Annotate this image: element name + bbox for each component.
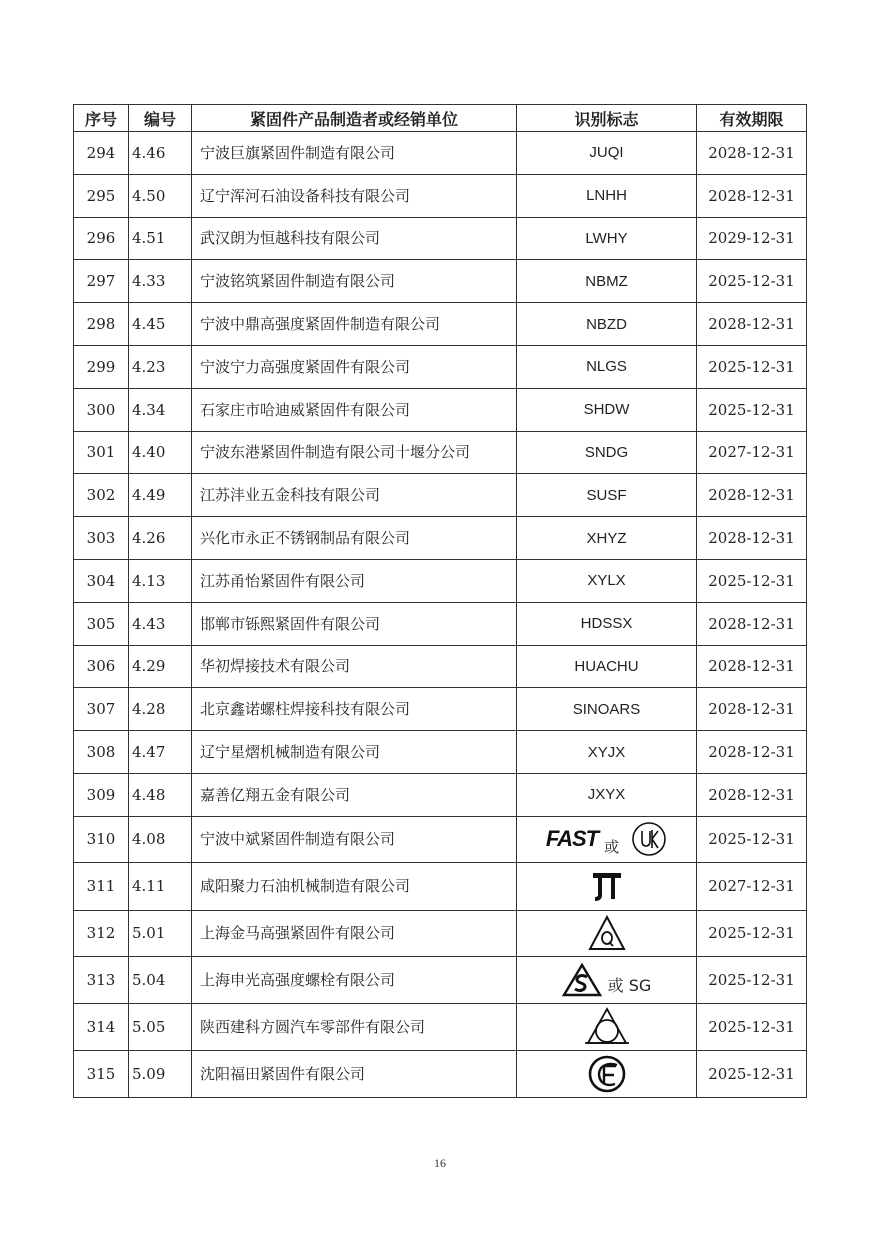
- row-expiry: 2029-12-31: [697, 217, 807, 260]
- row-expiry: 2025-12-31: [697, 910, 807, 956]
- row-code: 5.01: [129, 910, 192, 956]
- row-code: 4.50: [129, 174, 192, 217]
- row-mark: NBMZ: [517, 260, 697, 303]
- row-name: 宁波中斌紧固件制造有限公司: [192, 816, 517, 862]
- row-seq: 312: [74, 910, 129, 956]
- row-expiry: 2025-12-31: [697, 388, 807, 431]
- header-name: 紧固件产品制造者或经销单位: [192, 105, 517, 132]
- row-code: 4.45: [129, 303, 192, 346]
- row-name: 咸阳聚力石油机械制造有限公司: [192, 862, 517, 910]
- row-seq: 310: [74, 816, 129, 862]
- row-code: 4.48: [129, 773, 192, 816]
- row-mark: HUACHU: [517, 645, 697, 688]
- row-code: 4.40: [129, 431, 192, 474]
- row-mark: NBZD: [517, 303, 697, 346]
- table-body: [74, 132, 807, 1098]
- row-name: 江苏甬怡紧固件有限公司: [192, 559, 517, 602]
- table-row: [74, 1050, 807, 1097]
- table-row: [74, 303, 807, 346]
- fastener-registry-table: [73, 104, 807, 1098]
- row-mark: [517, 910, 697, 956]
- row-mark: XYLX: [517, 559, 697, 602]
- row-expiry: 2028-12-31: [697, 132, 807, 175]
- row-expiry: 2027-12-31: [697, 431, 807, 474]
- row-seq: 294: [74, 132, 129, 175]
- pi-jl-logo-icon: [590, 869, 624, 903]
- row-code: 4.23: [129, 345, 192, 388]
- row-seq: 303: [74, 517, 129, 560]
- row-mark: [517, 816, 697, 862]
- row-expiry: 2028-12-31: [697, 174, 807, 217]
- table-row: [74, 345, 807, 388]
- table-row: [74, 910, 807, 956]
- row-code: 5.04: [129, 956, 192, 1003]
- row-code: 4.08: [129, 816, 192, 862]
- table-row: [74, 956, 807, 1003]
- circled-uk-logo-icon: [631, 821, 667, 857]
- row-seq: 311: [74, 862, 129, 910]
- row-code: 4.29: [129, 645, 192, 688]
- row-mark: SINOARS: [517, 688, 697, 731]
- row-expiry: 2028-12-31: [697, 474, 807, 517]
- row-name: 辽宁浑河石油设备科技有限公司: [192, 174, 517, 217]
- row-name: 沈阳福田紧固件有限公司: [192, 1050, 517, 1097]
- row-name: 江苏沣业五金科技有限公司: [192, 474, 517, 517]
- table-row: [74, 688, 807, 731]
- row-mark: [517, 862, 697, 910]
- row-mark: HDSSX: [517, 602, 697, 645]
- circled-f-logo-icon: [587, 1054, 627, 1094]
- table-row: [74, 559, 807, 602]
- table-header-row: [74, 105, 807, 132]
- row-mark: LWHY: [517, 217, 697, 260]
- triangle-s-logo-icon: [562, 963, 602, 997]
- row-expiry: 2028-12-31: [697, 688, 807, 731]
- row-code: 4.11: [129, 862, 192, 910]
- row-mark: [517, 1003, 697, 1050]
- row-seq: 306: [74, 645, 129, 688]
- row-seq: 302: [74, 474, 129, 517]
- table-row: [74, 816, 807, 862]
- row-name: 陕西建科方圆汽车零部件有限公司: [192, 1003, 517, 1050]
- row-code: 5.05: [129, 1003, 192, 1050]
- row-seq: 313: [74, 956, 129, 1003]
- row-mark: SUSF: [517, 474, 697, 517]
- row-expiry: 2025-12-31: [697, 956, 807, 1003]
- header-expiry: 有效期限: [697, 105, 807, 132]
- fast-logo-text: FAST: [545, 826, 599, 852]
- row-seq: 304: [74, 559, 129, 602]
- row-seq: 300: [74, 388, 129, 431]
- row-code: 4.34: [129, 388, 192, 431]
- row-expiry: 2028-12-31: [697, 517, 807, 560]
- table-row: [74, 431, 807, 474]
- header-seq: 序号: [74, 105, 129, 132]
- table-row: [74, 731, 807, 774]
- table-row: [74, 474, 807, 517]
- row-seq: 299: [74, 345, 129, 388]
- table-row: [74, 602, 807, 645]
- row-name: 华初焊接技术有限公司: [192, 645, 517, 688]
- row-mark: [517, 956, 697, 1003]
- row-expiry: 2025-12-31: [697, 345, 807, 388]
- row-expiry: 2025-12-31: [697, 260, 807, 303]
- table-row: [74, 773, 807, 816]
- row-code: 4.43: [129, 602, 192, 645]
- row-code: 4.33: [129, 260, 192, 303]
- row-name: 上海申光高强度螺栓有限公司: [192, 956, 517, 1003]
- row-code: 4.26: [129, 517, 192, 560]
- table-row: [74, 862, 807, 910]
- table-row: [74, 645, 807, 688]
- row-name: 兴化市永正不锈钢制品有限公司: [192, 517, 517, 560]
- table-row: [74, 132, 807, 175]
- row-name: 石家庄市哈迪威紧固件有限公司: [192, 388, 517, 431]
- row-expiry: 2028-12-31: [697, 303, 807, 346]
- row-seq: 307: [74, 688, 129, 731]
- row-seq: 314: [74, 1003, 129, 1050]
- row-expiry: 2025-12-31: [697, 816, 807, 862]
- table-row: [74, 1003, 807, 1050]
- row-seq: 296: [74, 217, 129, 260]
- row-expiry: 2025-12-31: [697, 1003, 807, 1050]
- table-row: [74, 517, 807, 560]
- row-name: 宁波宁力高强度紧固件有限公司: [192, 345, 517, 388]
- row-code: 4.51: [129, 217, 192, 260]
- row-code: 4.49: [129, 474, 192, 517]
- row-seq: 309: [74, 773, 129, 816]
- row-mark: [517, 1050, 697, 1097]
- row-code: 5.09: [129, 1050, 192, 1097]
- row-name: 辽宁星熠机械制造有限公司: [192, 731, 517, 774]
- row-name: 宁波巨旗紧固件制造有限公司: [192, 132, 517, 175]
- header-mark: 识别标志: [517, 105, 697, 132]
- row-seq: 301: [74, 431, 129, 474]
- row-mark: NLGS: [517, 345, 697, 388]
- row-expiry: 2028-12-31: [697, 773, 807, 816]
- row-seq: 298: [74, 303, 129, 346]
- row-seq: 315: [74, 1050, 129, 1097]
- row-mark: XHYZ: [517, 517, 697, 560]
- row-seq: 297: [74, 260, 129, 303]
- row-seq: 295: [74, 174, 129, 217]
- triangle-circle-logo-icon: [585, 1007, 629, 1047]
- header-code: 编号: [129, 105, 192, 132]
- table-row: [74, 217, 807, 260]
- row-code: 4.47: [129, 731, 192, 774]
- row-code: 4.28: [129, 688, 192, 731]
- row-expiry: 2028-12-31: [697, 602, 807, 645]
- row-expiry: 2025-12-31: [697, 559, 807, 602]
- page-number: 16: [434, 1156, 446, 1170]
- row-mark: LNHH: [517, 174, 697, 217]
- row-mark: SHDW: [517, 388, 697, 431]
- row-seq: 305: [74, 602, 129, 645]
- row-expiry: 2025-12-31: [697, 1050, 807, 1097]
- row-mark: JXYX: [517, 773, 697, 816]
- row-name: 邯郸市铄熙紧固件有限公司: [192, 602, 517, 645]
- table-row: [74, 260, 807, 303]
- row-name: 宁波东港紧固件制造有限公司十堰分公司: [192, 431, 517, 474]
- row-expiry: 2028-12-31: [697, 731, 807, 774]
- row-mark: SNDG: [517, 431, 697, 474]
- row-code: 4.13: [129, 559, 192, 602]
- table-row: [74, 388, 807, 431]
- row-name: 武汉朗为恒越科技有限公司: [192, 217, 517, 260]
- row-name: 北京鑫诺螺柱焊接科技有限公司: [192, 688, 517, 731]
- or-label: 或: [604, 837, 620, 856]
- table-row: [74, 174, 807, 217]
- row-mark: XYJX: [517, 731, 697, 774]
- row-code: 4.46: [129, 132, 192, 175]
- row-expiry: 2028-12-31: [697, 645, 807, 688]
- triangle-q-logo-icon: [587, 914, 627, 952]
- row-name: 宁波铭筑紧固件制造有限公司: [192, 260, 517, 303]
- row-mark: JUQI: [517, 132, 697, 175]
- row-seq: 308: [74, 731, 129, 774]
- row-name: 嘉善亿翔五金有限公司: [192, 773, 517, 816]
- row-name: 宁波中鼎高强度紧固件制造有限公司: [192, 303, 517, 346]
- or-sg-label: 或 SG: [607, 976, 652, 996]
- row-name: 上海金马高强紧固件有限公司: [192, 910, 517, 956]
- row-expiry: 2027-12-31: [697, 862, 807, 910]
